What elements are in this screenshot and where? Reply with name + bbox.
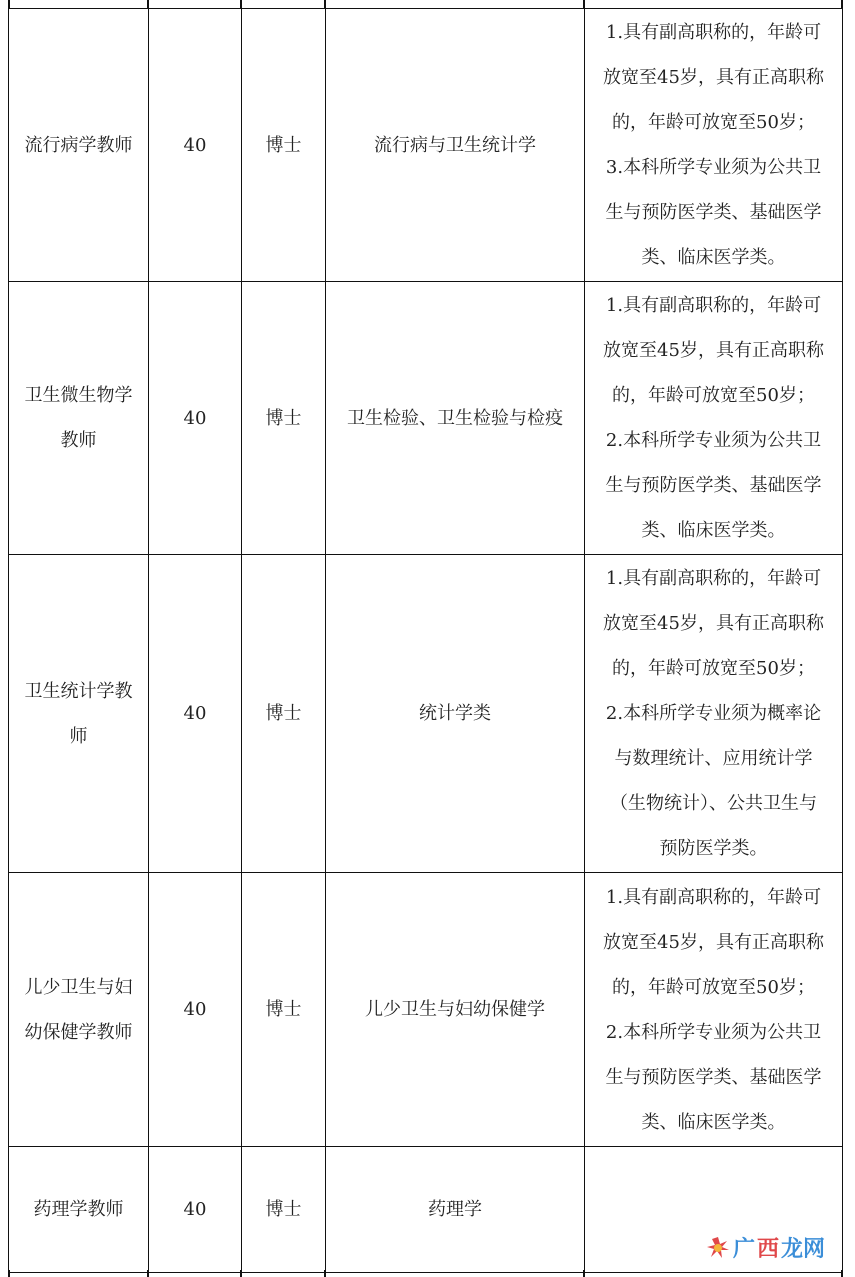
position-text: 儿少卫生与妇幼保健学教师 <box>24 976 133 1043</box>
table-top-edge <box>8 0 842 8</box>
note-line: 生与预防医学类、基础医学 <box>605 475 822 496</box>
degree-cell: 博士 <box>242 282 326 555</box>
watermark-text-2: 西 <box>756 1237 779 1262</box>
note-line: 1.具有副高职称的，年龄可 <box>605 22 822 43</box>
note-line: 类、临床医学类。 <box>641 520 786 541</box>
recruitment-table <box>8 8 843 1273</box>
degree-cell: 博士 <box>242 555 326 873</box>
notes-cell <box>585 9 843 282</box>
note-line: 的，年龄可放宽至50岁； <box>612 658 815 679</box>
note-line: 生与预防医学类、基础医学 <box>605 202 822 223</box>
guangxi-logo-icon <box>705 1235 731 1261</box>
position-cell <box>9 282 149 555</box>
major-cell: 药理学 <box>326 1147 585 1273</box>
age-cell: 40 <box>149 282 242 555</box>
degree-cell: 博士 <box>242 9 326 282</box>
position-cell <box>9 555 149 873</box>
age-cell: 40 <box>149 1147 242 1273</box>
table-bottom-edge <box>8 1270 842 1277</box>
note-line: 生与预防医学类、基础医学 <box>605 1066 822 1088</box>
age-cell: 40 <box>149 9 242 282</box>
major-cell: 统计学类 <box>326 555 585 873</box>
position-cell: 流行病学教师 <box>9 9 149 282</box>
age-cell: 40 <box>149 555 242 873</box>
watermark-text-1: 广 <box>732 1237 755 1262</box>
position-text: 卫生统计学教师 <box>24 680 133 747</box>
note-line: 2.本科所学专业须为概率论 <box>605 703 822 724</box>
notes-cell <box>585 555 843 873</box>
degree-cell: 博士 <box>242 1147 326 1273</box>
note-line: 的，年龄可放宽至50岁； <box>612 976 815 998</box>
degree-cell: 博士 <box>242 873 326 1147</box>
note-line: 1.具有副高职称的，年龄可 <box>605 295 822 316</box>
note-line: 的，年龄可放宽至50岁； <box>612 112 815 133</box>
note-line: 1.具有副高职称的，年龄可 <box>605 568 822 589</box>
table-row <box>9 555 843 873</box>
major-cell: 卫生检验、卫生检验与检疫 <box>326 282 585 555</box>
table-row <box>9 282 843 555</box>
age-cell: 40 <box>149 873 242 1147</box>
note-line: 放宽至45岁，具有正高职称 <box>603 67 824 88</box>
site-watermark <box>705 1232 825 1263</box>
note-line: 与数理统计、应用统计学 <box>614 748 813 769</box>
table-row <box>9 9 843 282</box>
note-line: 放宽至45岁，具有正高职称 <box>603 931 824 953</box>
note-line: 类、临床医学类。 <box>641 1111 786 1133</box>
note-line: 预防医学类。 <box>659 838 768 859</box>
table-row <box>9 873 843 1147</box>
note-line: 2.本科所学专业须为公共卫 <box>605 1021 822 1043</box>
major-cell: 流行病与卫生统计学 <box>326 9 585 282</box>
position-cell: 药理学教师 <box>9 1147 149 1273</box>
note-line: 的，年龄可放宽至50岁； <box>612 385 815 406</box>
watermark-text-3: 龙网 <box>780 1237 825 1262</box>
note-line: 3.本科所学专业须为公共卫 <box>605 157 822 178</box>
note-line: 类、临床医学类。 <box>641 247 786 268</box>
notes-cell <box>585 873 843 1147</box>
position-cell <box>9 873 149 1147</box>
note-line: 放宽至45岁，具有正高职称 <box>603 613 824 634</box>
major-cell: 儿少卫生与妇幼保健学 <box>326 873 585 1147</box>
note-line: 2.本科所学专业须为公共卫 <box>605 430 822 451</box>
notes-cell <box>585 282 843 555</box>
note-line: 1.具有副高职称的，年龄可 <box>605 886 822 908</box>
position-text: 卫生微生物学教师 <box>24 385 133 451</box>
note-line: （生物统计）、公共卫生与 <box>610 793 817 814</box>
note-line: 放宽至45岁，具有正高职称 <box>603 340 824 361</box>
